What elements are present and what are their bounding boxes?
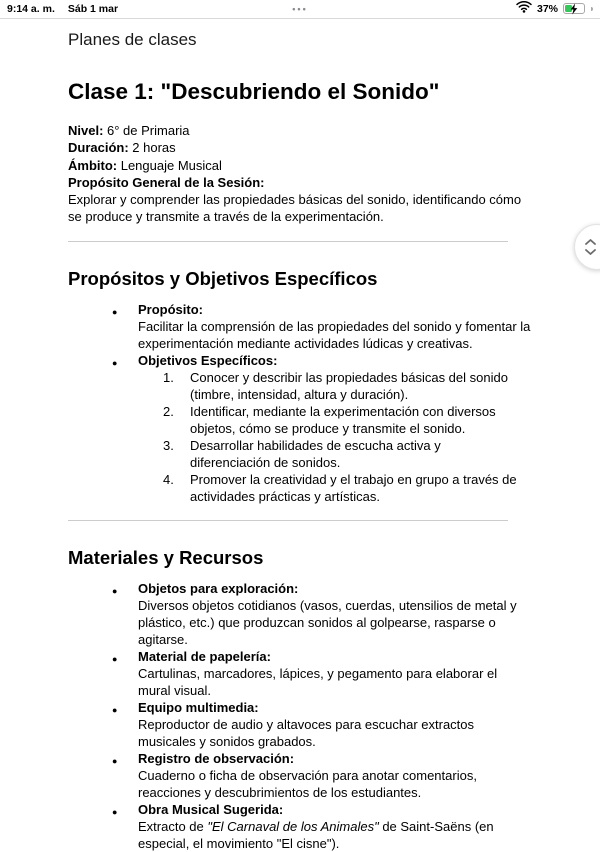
section-heading-objetivos: Propósitos y Objetivos Específicos <box>68 267 378 289</box>
bullet-icon: ● <box>112 755 118 766</box>
clock: 9:14 a. m. <box>7 2 55 15</box>
numbered-item: 4. Promover la creatividad y el trabajo en grupo a través de actividades prácticas y artísticas. <box>163 471 517 504</box>
lesson-heading: Clase 1: "Descubriendo el Sonido" <box>68 79 440 104</box>
bullet-icon: ● <box>112 357 118 368</box>
lesson-meta <box>68 122 532 226</box>
battery-nub <box>591 7 593 11</box>
chevron-up-icon[interactable] <box>585 239 596 245</box>
bullet-icon: ● <box>112 704 118 715</box>
bullet-icon: ● <box>112 653 118 664</box>
bullet-icon: ● <box>112 585 118 596</box>
section-divider <box>68 241 508 242</box>
meta-line: Duración: 2 horas <box>68 140 176 156</box>
section-heading-materiales: Materiales y Recursos <box>68 546 264 568</box>
section-divider <box>68 520 508 521</box>
doc-title: Planes de clases <box>68 30 197 49</box>
document-page <box>68 19 532 852</box>
bullet-icon: ● <box>112 806 118 817</box>
list-item: ● Obra Musical Sugerida: Extracto de "El Carnaval de los Animales" de Saint-Saëns (en especial, el movimiento "El cisne"). <box>112 801 494 851</box>
list-item: ● Equipo multimedia: Reproductor de audio y altavoces para escuchar extractos musicales y sonidos grabados. <box>112 699 475 749</box>
meta-line: Ámbito: Lenguaje Musical <box>68 157 222 173</box>
battery-charging-icon <box>563 3 585 14</box>
bullet-list <box>68 301 532 505</box>
numbered-item: 1. Conocer y describir las propiedades básicas del sonido (timbre, intensidad, altura y duración). <box>163 369 508 402</box>
date: Sáb 1 mar <box>67 2 119 15</box>
bullet-list <box>68 580 532 852</box>
list-item: ● Propósito: Facilitar la comprensión de las propiedades del sonido y fomentar la experimentación mediante actividades lúdicas y creativas. <box>112 301 531 351</box>
intro-paragraph: Explorar y comprender las propiedades básicas del sonido, identificando cómo se produce y transmite a través de la experimentación. <box>68 192 522 225</box>
scroll-widget[interactable] <box>574 224 600 270</box>
list-item: ● Material de papelería: Cartulinas, marcadores, lápices, y pegamento para elaborar el mural visual. <box>112 648 498 698</box>
status-bar <box>0 0 600 19</box>
chevron-down-icon[interactable] <box>585 249 596 255</box>
meta-line: Propósito General de la Sesión: <box>68 174 265 190</box>
bullet-icon: ● <box>112 306 118 317</box>
list-item: ● Objetos para exploración: Diversos objetos cotidianos (vasos, cuerdas, utensilios de metal y plástico, etc.) que produzcan sonidos al golpearse, rasparse o agitarse. <box>112 580 517 647</box>
list-item: ● Registro de observación: Cuaderno o ficha de observación para anotar comentarios, reacciones y descubrimientos de los estudiantes. <box>112 750 477 800</box>
numbered-item: 3. Desarrollar habilidades de escucha activa y diferenciación de sonidos. <box>163 437 441 470</box>
italic-work-title: "El Carnaval de los Animales" <box>207 818 379 834</box>
meta-line: Nivel: 6° de Primaria <box>68 123 190 138</box>
wifi-icon <box>516 1 532 16</box>
multitasking-dots-icon[interactable]: ••• <box>292 3 308 14</box>
numbered-item: 2. Identificar, mediante la experimentación con diversos objetos, cómo se produce y transmite el sonido. <box>163 403 496 436</box>
battery-percent: 37% <box>536 2 558 15</box>
list-item: ● Objetivos Específicos: <box>68 352 532 369</box>
